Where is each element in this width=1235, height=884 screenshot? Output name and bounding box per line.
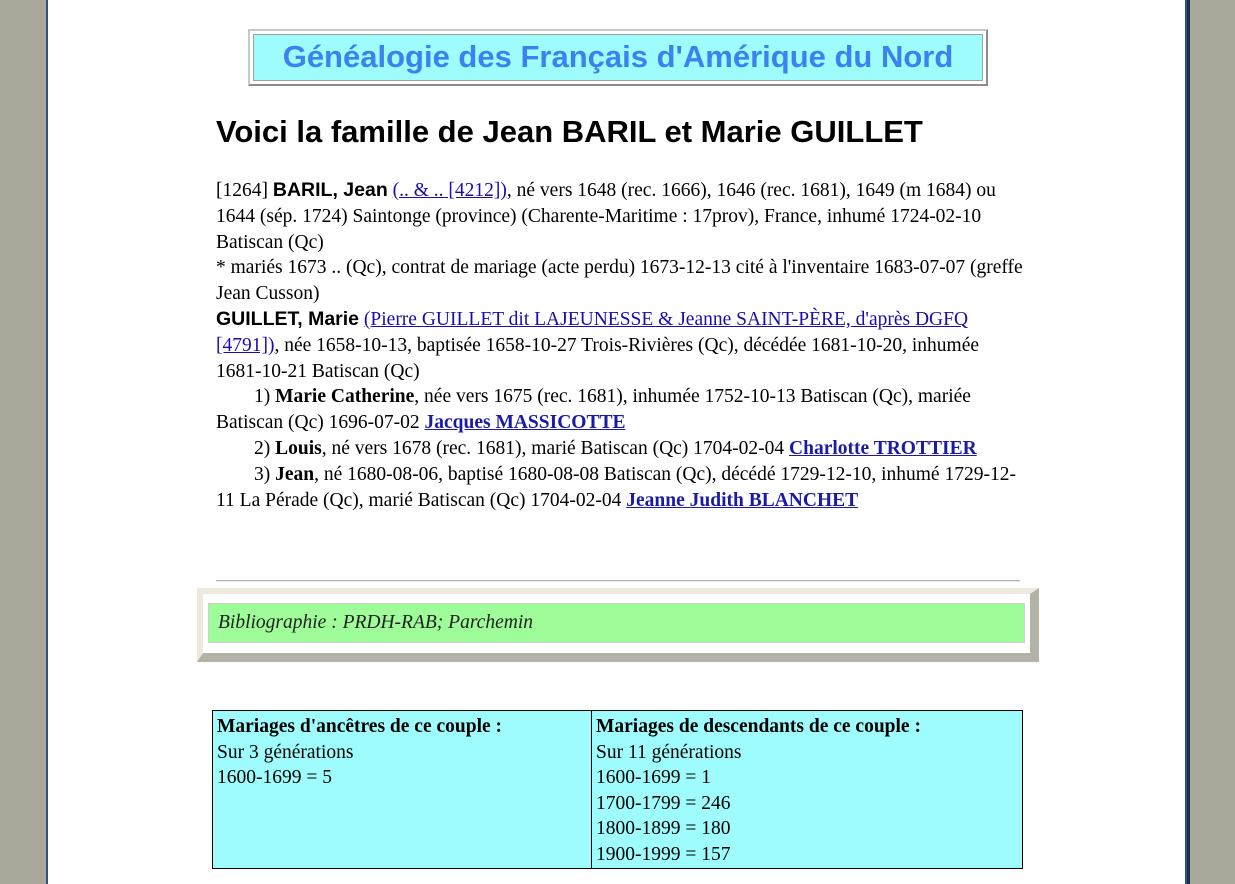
descendants-title: Mariages de descendants de ce couple :	[596, 716, 921, 737]
child-details: , né vers 1678 (rec. 1681), marié Batiscan (Qc) 1704-02-04	[321, 437, 785, 459]
child-name: Marie Catherine	[275, 386, 415, 408]
ancestors-row: 1600-1699 = 5	[217, 767, 332, 789]
wife-name: GUILLET, Marie	[216, 307, 360, 330]
child-spouse-link[interactable]: Jeanne Judith BLANCHET	[626, 489, 859, 511]
marriage-stats-table	[212, 710, 1023, 869]
child-entry	[216, 384, 1026, 436]
wife-entry	[216, 307, 1026, 384]
bibliography-frame	[197, 588, 1039, 662]
child-number: 3)	[254, 463, 271, 485]
descendants-cell	[592, 711, 1023, 869]
site-title: Généalogie des Français d'Amérique du Nord	[253, 34, 983, 81]
descendants-generations: Sur 11 générations	[596, 741, 742, 763]
ancestors-cell	[213, 711, 592, 869]
child-spouse-link[interactable]: Jacques MASSICOTTE	[424, 412, 626, 434]
descendants-row: 1900-1999 = 157	[596, 843, 731, 865]
divider	[216, 580, 1020, 582]
ancestors-title: Mariages d'ancêtres de ce couple :	[217, 716, 503, 737]
child-details: , né 1680-08-06, baptisé 1680-08-08 Batiscan (Qc), décédé 1729-12-10, inhumé 1729-12-11 La Pérade (Qc), marié Batiscan (Qc) 1704-02-04	[216, 463, 1016, 511]
husband-parents-link[interactable]: (.. & .. [4212])	[392, 180, 507, 201]
child-spouse-link[interactable]: Charlotte TROTTIER	[789, 437, 977, 459]
descendants-row: 1800-1899 = 180	[596, 818, 731, 840]
window-edge	[1187, 0, 1190, 884]
marriage-info: * mariés 1673 .. (Qc), contrat de mariage (acte perdu) 1673-12-13 cité à l'inventaire 1683-07-07 (greffe Jean Cusson)	[216, 257, 1023, 305]
ancestors-generations: Sur 3 générations	[217, 741, 354, 763]
bibliography: Bibliographie : PRDH-RAB; Parchemin	[208, 603, 1025, 643]
child-number: 1)	[254, 386, 271, 408]
wife-details: , née 1658-10-13, baptisée 1658-10-27 Trois-Rivières (Qc), décédée 1681-10-20, inhumée 1681-10-21 Batiscan (Qc)	[216, 334, 980, 382]
husband-details: , né vers 1648 (rec. 1666), 1646 (rec. 1681), 1649 (m 1684) ou 1644 (sép. 1724) Saintonge (province) (Charente-Maritime : 17prov), France, inhumé 1724-02-10 Batiscan (Qc)	[216, 180, 996, 253]
descendants-row: 1700-1799 = 246	[596, 792, 731, 814]
family-record	[216, 178, 1026, 513]
child-name: Jean	[275, 463, 315, 485]
family-title: Voici la famille de Jean BARIL et Marie GUILLET	[216, 114, 923, 149]
child-entry	[216, 436, 1026, 462]
husband-id: [1264]	[216, 180, 268, 201]
husband-entry	[216, 178, 1026, 255]
site-title-box	[248, 29, 988, 86]
child-entry	[216, 462, 1026, 514]
child-number: 2)	[254, 437, 271, 459]
descendants-row: 1600-1699 = 1	[596, 767, 711, 789]
husband-name: BARIL, Jean	[272, 179, 388, 201]
child-details: , née vers 1675 (rec. 1681), inhumée 1752-10-13 Batiscan (Qc), mariée Batiscan (Qc) 1696-07-02	[216, 386, 971, 434]
child-name: Louis	[275, 437, 322, 459]
wife-parents-link[interactable]: (Pierre GUILLET dit LAJEUNESSE & Jeanne SAINT-PÈRE, d'après DGFQ [4791])	[216, 308, 969, 356]
